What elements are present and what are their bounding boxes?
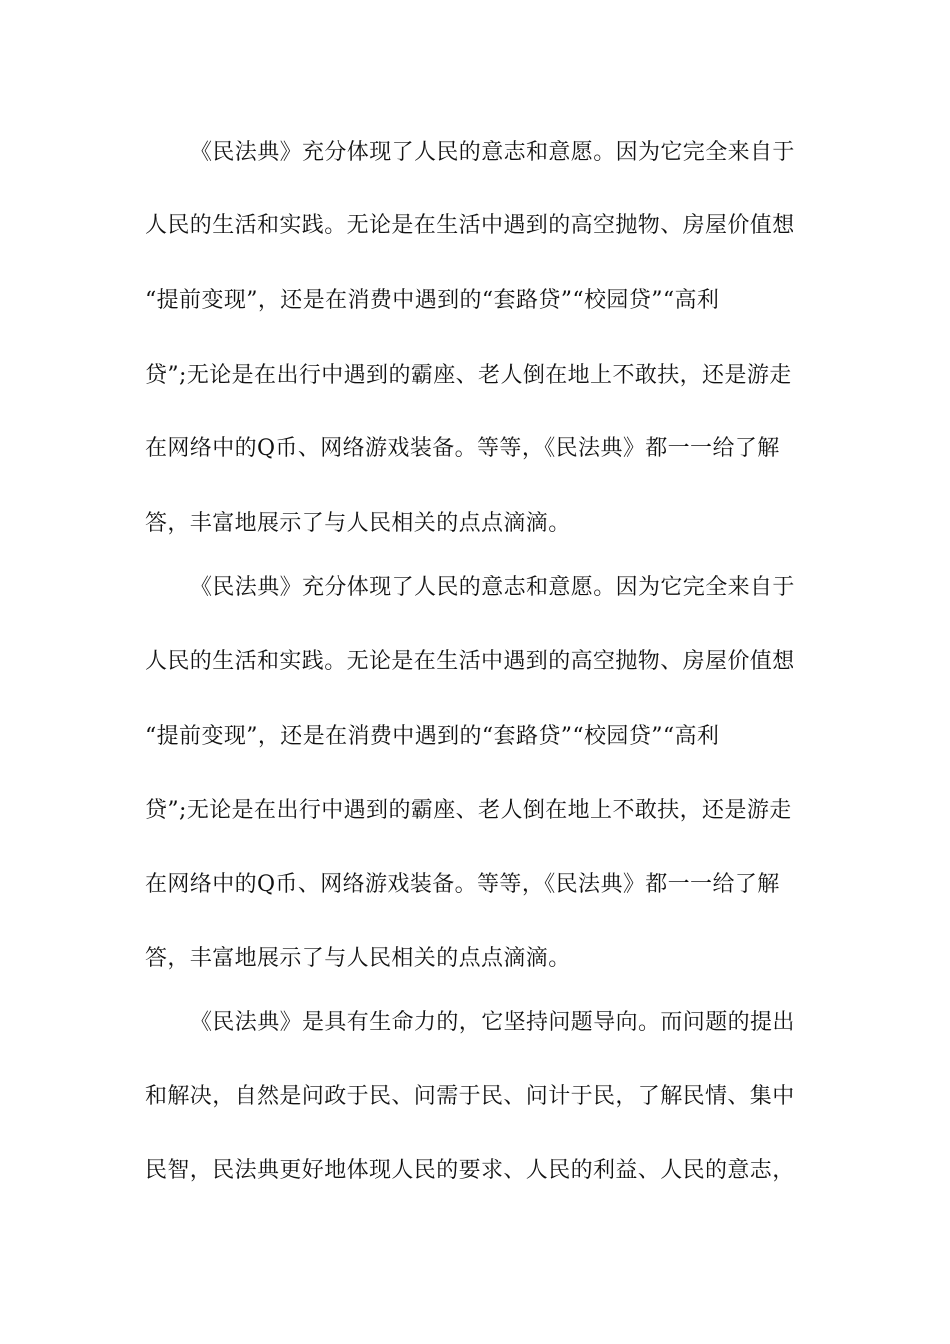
paragraph-2-line-3: “提前变现”，还是在消费中遇到的“套路贷”“校园贷”“高利	[145, 724, 720, 749]
paragraph-1-line-1: 《民法典》充分体现了人民的意志和意愿。因为它完全来自于	[190, 140, 795, 165]
paragraph-1-line-2: 人民的生活和实践。无论是在生活中遇到的高空抛物、房屋价值想	[145, 213, 795, 238]
paragraph-1-line-5: 在网络中的Q币、网络游戏装备。等等，《民法典》都一一给了解	[145, 436, 780, 461]
paragraph-1-line-6: 答，丰富地展示了与人民相关的点点滴滴。	[145, 511, 571, 536]
paragraph-1-line-3: “提前变现”，还是在消费中遇到的“套路贷”“校园贷”“高利	[145, 288, 720, 313]
paragraph-3-line-2: 和解决，自然是问政于民、问需于民、问计于民，了解民情、集中	[145, 1084, 795, 1109]
paragraph-3-line-3: 民智，民法典更好地体现人民的要求、人民的利益、人民的意志，	[145, 1158, 795, 1183]
paragraph-2-line-6: 答，丰富地展示了与人民相关的点点滴滴。	[145, 946, 571, 971]
paragraph-2-line-1: 《民法典》充分体现了人民的意志和意愿。因为它完全来自于	[190, 575, 795, 600]
paragraph-2-line-2: 人民的生活和实践。无论是在生活中遇到的高空抛物、房屋价值想	[145, 649, 795, 674]
paragraph-2-line-5: 在网络中的Q币、网络游戏装备。等等，《民法典》都一一给了解	[145, 872, 780, 897]
paragraph-2-line-4: 贷”;无论是在出行中遇到的霸座、老人倒在地上不敢扶，还是游走	[145, 798, 792, 823]
paragraph-3-line-1: 《民法典》是具有生命力的，它坚持问题导向。而问题的提出	[190, 1010, 795, 1035]
paragraph-1-line-4: 贷”;无论是在出行中遇到的霸座、老人倒在地上不敢扶，还是游走	[145, 363, 792, 388]
